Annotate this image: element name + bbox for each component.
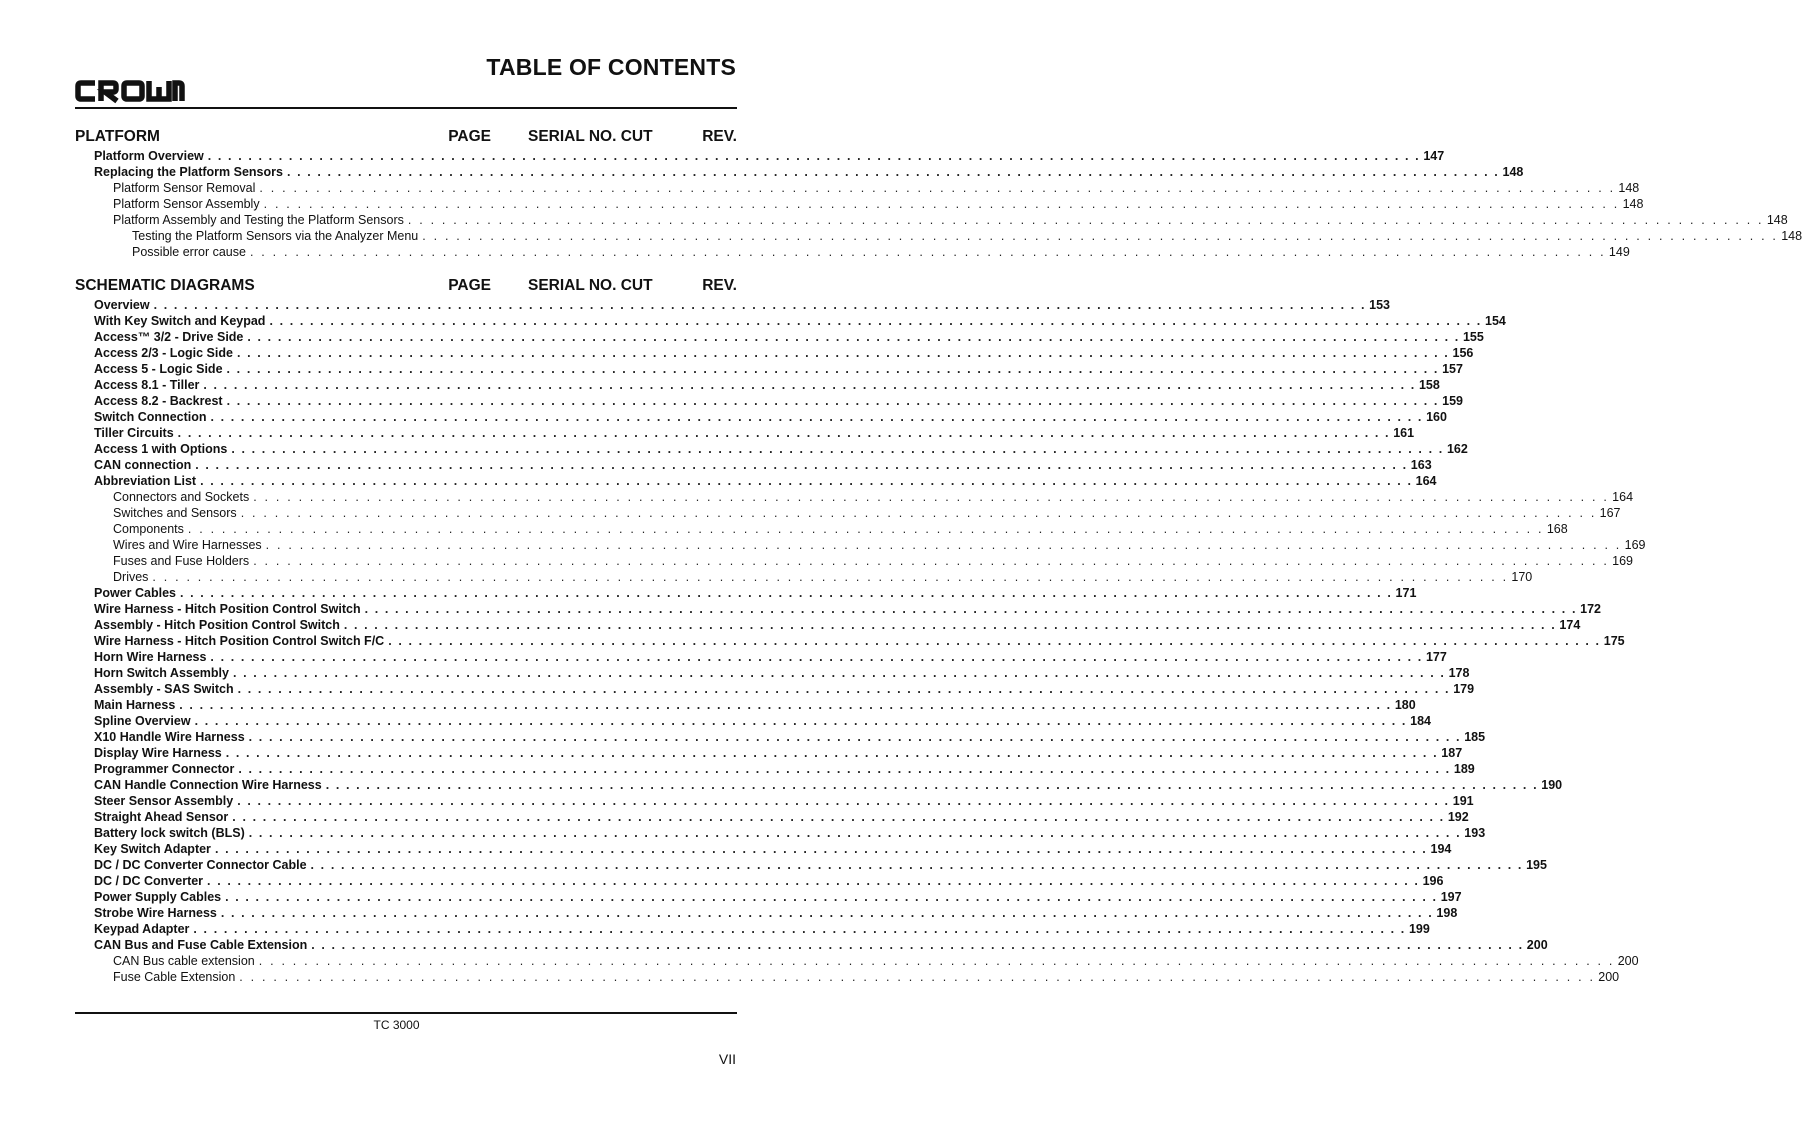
dot-leader: . . . . . . . . . . . . . . . . . . . . . . . . . . . . . . . . . . . . . . . . . . . . . . . . . . . . . . . . . . . . . . . . . . . . . . . . . . . . . . . . . . . . . . . . . . . . . . . . . . . . . . . . . . . . . . . . . . . . . . . . [249,245,1606,259]
toc-entry-page: 184 [1410,714,1431,728]
toc-entry-label: Possible error cause [132,245,246,259]
toc-entry[interactable] [113,505,1621,521]
toc-entry[interactable] [113,553,1634,569]
page-column-header: PAGE [448,128,491,145]
toc-entry-label: Horn Switch Assembly [94,666,229,680]
dot-leader: . . . . . . . . . . . . . . . . . . . . . . . . . . . . . . . . . . . . . . . . . . . . . . . . . . . . . . . . . . . . . . . . . . . . . . . . . . . . . . . . . . . . . . . . . . . . . . . . . . . . . . . . . . . . . . . . . . . . . . . . [407,213,1764,227]
toc-entry[interactable] [94,633,1625,649]
toc-entry-page: 191 [1452,794,1474,808]
serial-column-header: SERIAL NO. CUT [528,128,653,145]
toc-entry-page: 171 [1395,586,1417,600]
toc-entry-label: Key Switch Adapter [94,842,211,856]
toc-entry-label: Wires and Wire Harnesses [113,538,262,552]
toc-entry-label: Wire Harness - Hitch Position Control Switch [94,602,361,616]
dot-leader: . . . . . . . . . . . . . . . . . . . . . . . . . . . . . . . . . . . . . . . . . . . . . . . . . . . . . . . . . . . . . . . . . . . . . . . . . . . . . . . . . . . . . . . . . . . . . . . . . . . . . . . . . . . . . . . . . . . . . . . . [253,554,1610,568]
dot-leader: . . . . . . . . . . . . . . . . . . . . . . . . . . . . . . . . . . . . . . . . . . . . . . . . . . . . . . . . . . . . . . . . . . . . . . . . . . . . . . . . . . . . . . . . . . . . . . . . . . . . . . . . . . . . . . . . . . . . . . . . [210,410,1423,424]
dot-leader: . . . . . . . . . . . . . . . . . . . . . . . . . . . . . . . . . . . . . . . . . . . . . . . . . . . . . . . . . . . . . . . . . . . . . . . . . . . . . . . . . . . . . . . . . . . . . . . . . . . . . . . . . . . . . . . . . . . . . . . . [233,666,1446,680]
toc-entry-label: With Key Switch and Keypad [94,314,266,328]
toc-entry-label: Platform Assembly and Testing the Platform Sensors [113,213,404,227]
dot-leader: . . . . . . . . . . . . . . . . . . . . . . . . . . . . . . . . . . . . . . . . . . . . . . . . . . . . . . . . . . . . . . . . . . . . . . . . . . . . . . . . . . . . . . . . . . . . . . . . . . . . . . . . . . . . . . . . . . . . . . . . [325,778,1539,792]
toc-entry-label: Drives [113,570,149,584]
toc-entry-page: 157 [1442,362,1463,376]
toc-entry-page: 147 [1423,149,1445,163]
footer-model: TC 3000 [373,1018,420,1032]
dot-leader: . . . . . . . . . . . . . . . . . . . . . . . . . . . . . . . . . . . . . . . . . . . . . . . . . . . . . . . . . . . . . . . . . . . . . . . . . . . . . . . . . . . . . . . . . . . . . . . . . . . . . . . . . . . . . . . . . . . . . . . . [177,426,1391,440]
toc-entry-page: 200 [1598,970,1620,984]
page-column-header: PAGE [448,277,491,294]
toc-entry-page: 189 [1453,762,1475,776]
toc-entry-page: 200 [1617,954,1639,968]
toc-entry[interactable] [94,873,1444,889]
dot-leader: . . . . . . . . . . . . . . . . . . . . . . . . . . . . . . . . . . . . . . . . . . . . . . . . . . . . . . . . . . . . . . . . . . . . . . . . . . . . . . . . . . . . . . . . . . . . . . . . . . . . . . . . . . . . . . . . . . . . . . . . [194,714,1407,728]
dot-leader: . . . . . . . . . . . . . . . . . . . . . . . . . . . . . . . . . . . . . . . . . . . . . . . . . . . . . . . . . . . . . . . . . . . . . . . . . . . . . . . . . . . . . . . . . . . . . . . . . . . . . . . . . . . . . . . . . . . . . . . . [225,746,1439,760]
toc-entry-page: 190 [1541,778,1563,792]
toc-entry-page: 195 [1526,858,1547,872]
toc-entry-label: Fuse Cable Extension [113,970,236,984]
toc-entry[interactable] [94,345,1474,361]
toc-entry[interactable] [113,569,1533,585]
toc-entry-label: CAN Bus cable extension [113,954,255,968]
toc-entry[interactable] [94,617,1581,633]
toc-entry-label: Tiller Circuits [94,426,174,440]
dot-leader: . . . . . . . . . . . . . . . . . . . . . . . . . . . . . . . . . . . . . . . . . . . . . . . . . . . . . . . . . . . . . . . . . . . . . . . . . . . . . . . . . . . . . . . . . . . . . . . . . . . . . . . . . . . . . . . . . . . . . . . . [422,229,1779,243]
dot-leader: . . . . . . . . . . . . . . . . . . . . . . . . . . . . . . . . . . . . . . . . . . . . . . . . . . . . . . . . . . . . . . . . . . . . . . . . . . . . . . . . . . . . . . . . . . . . . . . . . . . . . . . . . . . . . . . . . . . . . . . . [269,314,1482,328]
toc-entry[interactable] [113,521,1568,537]
toc-entry[interactable] [94,793,1474,809]
dot-leader: . . . . . . . . . . . . . . . . . . . . . . . . . . . . . . . . . . . . . . . . . . . . . . . . . . . . . . . . . . . . . . . . . . . . . . . . . . . . . . . . . . . . . . . . . . . . . . . . . . . . . . . . . . . . . . . . . . . . . . . . [237,794,1450,808]
toc-entry-page: 162 [1446,442,1468,456]
toc-entry-label: Access 8.1 - Tiller [94,378,200,392]
toc-entry-page: 164 [1415,474,1437,488]
toc-entry[interactable] [94,681,1475,697]
toc-entry[interactable] [94,361,1463,377]
toc-entry-page: 198 [1436,906,1458,920]
toc-entry[interactable] [94,473,1437,489]
toc-entry-page: 158 [1418,378,1440,392]
toc-entry[interactable] [94,601,1602,617]
toc-entry-label: Keypad Adapter [94,922,190,936]
dot-leader: . . . . . . . . . . . . . . . . . . . . . . . . . . . . . . . . . . . . . . . . . . . . . . . . . . . . . . . . . . . . . . . . . . . . . . . . . . . . . . . . . . . . . . . . . . . . . . . . . . . . . . . . . . . . . . . . . . . . . . . . [200,474,1413,488]
toc-entry-page: 179 [1453,682,1475,696]
dot-leader: . . . . . . . . . . . . . . . . . . . . . . . . . . . . . . . . . . . . . . . . . . . . . . . . . . . . . . . . . . . . . . . . . . . . . . . . . . . . . . . . . . . . . . . . . . . . . . . . . . . . . . . . . . . . . . . . . . . . . . . . [237,682,1451,696]
toc-entry-page: 194 [1430,842,1452,856]
toc-entry-label: Access 2/3 - Logic Side [94,346,233,360]
toc-entry[interactable] [94,313,1506,329]
toc-entry-page: 161 [1393,426,1415,440]
toc-entry[interactable] [113,212,1788,228]
toc-entry-label: Horn Wire Harness [94,650,207,664]
toc-entry[interactable] [94,441,1468,457]
toc-entry-page: 149 [1608,245,1630,259]
toc-entry-label: DC / DC Converter Connector Cable [94,858,307,872]
toc-entry[interactable] [94,425,1415,441]
toc-entry-label: Platform Sensor Removal [113,181,256,195]
document-title: TABLE OF CONTENTS [486,54,736,80]
toc-entry[interactable] [94,713,1431,729]
toc-entry[interactable] [94,329,1484,345]
dot-leader: . . . . . . . . . . . . . . . . . . . . . . . . . . . . . . . . . . . . . . . . . . . . . . . . . . . . . . . . . . . . . . . . . . . . . . . . . . . . . . . . . . . . . . . . . . . . . . . . . . . . . . . . . . . . . . . . . . . . . . . . [248,826,1462,840]
page-number: VII [718,1051,736,1067]
toc-entry-label: Components [113,522,184,536]
toc-entry-page: 170 [1511,570,1533,584]
dot-leader: . . . . . . . . . . . . . . . . . . . . . . . . . . . . . . . . . . . . . . . . . . . . . . . . . . . . . . . . . . . . . . . . . . . . . . . . . . . . . . . . . . . . . . . . . . . . . . . . . . . . . . . . . . . . . . . . . . . . . . . . [311,938,1524,952]
toc-entry-label: Spline Overview [94,714,191,728]
rev-column-header: REV. [702,128,737,145]
dot-leader: . . . . . . . . . . . . . . . . . . . . . . . . . . . . . . . . . . . . . . . . . . . . . . . . . . . . . . . . . . . . . . . . . . . . . . . . . . . . . . . . . . . . . . . . . . . . . . . . . . . . . . . . . . . . . . . . . . . . . . . . [286,165,1500,179]
toc-entry-label: Overview [94,298,150,312]
dot-leader: . . . . . . . . . . . . . . . . . . . . . . . . . . . . . . . . . . . . . . . . . . . . . . . . . . . . . . . . . . . . . . . . . . . . . . . . . . . . . . . . . . . . . . . . . . . . . . . . . . . . . . . . . . . . . . . . . . . . . . . . [207,149,1421,163]
toc-entry[interactable] [94,841,1452,857]
toc-entry[interactable] [113,180,1640,196]
dot-leader: . . . . . . . . . . . . . . . . . . . . . . . . . . . . . . . . . . . . . . . . . . . . . . . . . . . . . . . . . . . . . . . . . . . . . . . . . . . . . . . . . . . . . . . . . . . . . . . . . . . . . . . . . . . . . . . . . . . . . . . . [310,858,1523,872]
dot-leader: . . . . . . . . . . . . . . . . . . . . . . . . . . . . . . . . . . . . . . . . . . . . . . . . . . . . . . . . . . . . . . . . . . . . . . . . . . . . . . . . . . . . . . . . . . . . . . . . . . . . . . . . . . . . . . . . . . . . . . . . [248,730,1462,744]
toc-entry[interactable] [94,857,1547,873]
toc-entry-label: Access 1 with Options [94,442,228,456]
toc-entry-label: Access 8.2 - Backrest [94,394,223,408]
toc-entry[interactable] [94,393,1463,409]
toc-entry-page: 175 [1603,634,1625,648]
toc-entry-label: CAN connection [94,458,192,472]
toc-entry-label: Replacing the Platform Sensors [94,165,283,179]
footer-rule [75,1012,737,1014]
toc-entry-label: Platform Sensor Assembly [113,197,260,211]
dot-leader: . . . . . . . . . . . . . . . . . . . . . . . . . . . . . . . . . . . . . . . . . . . . . . . . . . . . . . . . . . . . . . . . . . . . . . . . . . . . . . . . . . . . . . . . . . . . . . . . . . . . . . . . . . . . . . . . . . . . . . . . [210,650,1423,664]
dot-leader: . . . . . . . . . . . . . . . . . . . . . . . . . . . . . . . . . . . . . . . . . . . . . . . . . . . . . . . . . . . . . . . . . . . . . . . . . . . . . . . . . . . . . . . . . . . . . . . . . . . . . . . . . . . . . . . . . . . . . . . . [236,346,1450,360]
toc-entry-page: 159 [1442,394,1463,408]
toc-entry-page: 169 [1612,554,1634,568]
toc-entry[interactable] [94,297,1391,313]
dot-leader: . . . . . . . . . . . . . . . . . . . . . . . . . . . . . . . . . . . . . . . . . . . . . . . . . . . . . . . . . . . . . . . . . . . . . . . . . . . . . . . . . . . . . . . . . . . . . . . . . . . . . . . . . . . . . . . . . . . . . . . . [187,522,1544,536]
toc-entry[interactable] [94,937,1548,953]
dot-leader: . . . . . . . . . . . . . . . . . . . . . . . . . . . . . . . . . . . . . . . . . . . . . . . . . . . . . . . . . . . . . . . . . . . . . . . . . . . . . . . . . . . . . . . . . . . . . . . . . . . . . . . . . . . . . . . . . . . . . . . . [239,970,1596,984]
dot-leader: . . . . . . . . . . . . . . . . . . . . . . . . . . . . . . . . . . . . . . . . . . . . . . . . . . . . . . . . . . . . . . . . . . . . . . . . . . . . . . . . . . . . . . . . . . . . . . . . . . . . . . . . . . . . . . . . . . . . . . . . [343,618,1557,632]
toc-entry-label: Battery lock switch (BLS) [94,826,245,840]
section-title: PLATFORM [75,128,160,145]
toc-entry-label: Steer Sensor Assembly [94,794,234,808]
toc-entry-page: 192 [1447,810,1469,824]
dot-leader: . . . . . . . . . . . . . . . . . . . . . . . . . . . . . . . . . . . . . . . . . . . . . . . . . . . . . . . . . . . . . . . . . . . . . . . . . . . . . . . . . . . . . . . . . . . . . . . . . . . . . . . . . . . . . . . . . . . . . . . . [232,810,1445,824]
toc-entry-label: Display Wire Harness [94,746,222,760]
toc-entry-page: 155 [1462,330,1484,344]
toc-entry-page: 177 [1425,650,1447,664]
toc-entry[interactable] [94,409,1447,425]
dot-leader: . . . . . . . . . . . . . . . . . . . . . . . . . . . . . . . . . . . . . . . . . . . . . . . . . . . . . . . . . . . . . . . . . . . . . . . . . . . . . . . . . . . . . . . . . . . . . . . . . . . . . . . . . . . . . . . . . . . . . . . . [247,330,1460,344]
toc-entry-label: Platform Overview [94,149,204,163]
toc-entry-page: 168 [1546,522,1568,536]
dot-leader: . . . . . . . . . . . . . . . . . . . . . . . . . . . . . . . . . . . . . . . . . . . . . . . . . . . . . . . . . . . . . . . . . . . . . . . . . . . . . . . . . . . . . . . . . . . . . . . . . . . . . . . . . . . . . . . . . . . . . . . . [253,490,1610,504]
toc-entry[interactable] [113,537,1646,553]
toc-entry[interactable] [94,665,1470,681]
dot-leader: . . . . . . . . . . . . . . . . . . . . . . . . . . . . . . . . . . . . . . . . . . . . . . . . . . . . . . . . . . . . . . . . . . . . . . . . . . . . . . . . . . . . . . . . . . . . . . . . . . . . . . . . . . . . . . . . . . . . . . . . [364,602,1578,616]
toc-entry-page: 156 [1452,346,1474,360]
toc-entry[interactable] [94,148,1445,164]
dot-leader: . . . . . . . . . . . . . . . . . . . . . . . . . . . . . . . . . . . . . . . . . . . . . . . . . . . . . . . . . . . . . . . . . . . . . . . . . . . . . . . . . . . . . . . . . . . . . . . . . . . . . . . . . . . . . . . . . . . . . . . . [388,634,1601,648]
toc-entry-page: 169 [1624,538,1646,552]
toc-entry[interactable] [94,164,1524,180]
dot-leader: . . . . . . . . . . . . . . . . . . . . . . . . . . . . . . . . . . . . . . . . . . . . . . . . . . . . . . . . . . . . . . . . . . . . . . . . . . . . . . . . . . . . . . . . . . . . . . . . . . . . . . . . . . . . . . . . . . . . . . . . [203,378,1416,392]
dot-leader: . . . . . . . . . . . . . . . . . . . . . . . . . . . . . . . . . . . . . . . . . . . . . . . . . . . . . . . . . . . . . . . . . . . . . . . . . . . . . . . . . . . . . . . . . . . . . . . . . . . . . . . . . . . . . . . . . . . . . . . . [238,762,1451,776]
dot-leader: . . . . . . . . . . . . . . . . . . . . . . . . . . . . . . . . . . . . . . . . . . . . . . . . . . . . . . . . . . . . . . . . . . . . . . . . . . . . . . . . . . . . . . . . . . . . . . . . . . . . . . . . . . . . . . . . . . . . . . . . [231,442,1444,456]
toc-entry[interactable] [94,809,1469,825]
dot-leader: . . . . . . . . . . . . . . . . . . . . . . . . . . . . . . . . . . . . . . . . . . . . . . . . . . . . . . . . . . . . . . . . . . . . . . . . . . . . . . . . . . . . . . . . . . . . . . . . . . . . . . . . . . . . . . . . . . . . . . . . [259,181,1616,195]
toc-entry[interactable] [113,969,1620,985]
toc-entry-page: 153 [1369,298,1391,312]
toc-entry-label: Power Cables [94,586,176,600]
toc-entry-page: 187 [1441,746,1463,760]
dot-leader: . . . . . . . . . . . . . . . . . . . . . . . . . . . . . . . . . . . . . . . . . . . . . . . . . . . . . . . . . . . . . . . . . . . . . . . . . . . . . . . . . . . . . . . . . . . . . . . . . . . . . . . . . . . . . . . . . . . . . . . . [153,298,1367,312]
toc-entry-label: Switch Connection [94,410,207,424]
toc-entry[interactable] [113,953,1639,969]
toc-entry[interactable] [132,228,1802,244]
toc-entry[interactable] [94,697,1416,713]
toc-entry-page: 196 [1422,874,1444,888]
toc-entry-page: 154 [1485,314,1506,328]
toc-entry[interactable] [94,921,1430,937]
toc-entry-label: Strobe Wire Harness [94,906,217,920]
toc-entry-label: Connectors and Sockets [113,490,250,504]
toc-entry-page: 174 [1559,618,1581,632]
dot-leader: . . . . . . . . . . . . . . . . . . . . . . . . . . . . . . . . . . . . . . . . . . . . . . . . . . . . . . . . . . . . . . . . . . . . . . . . . . . . . . . . . . . . . . . . . . . . . . . . . . . . . . . . . . . . . . . . . . . . . . . . [226,394,1439,408]
dot-leader: . . . . . . . . . . . . . . . . . . . . . . . . . . . . . . . . . . . . . . . . . . . . . . . . . . . . . . . . . . . . . . . . . . . . . . . . . . . . . . . . . . . . . . . . . . . . . . . . . . . . . . . . . . . . . . . . . . . . . . . . [263,197,1620,211]
toc-entry[interactable] [94,777,1563,793]
toc-entry[interactable] [94,825,1486,841]
toc-entry[interactable] [94,377,1440,393]
toc-entry[interactable] [113,489,1634,505]
toc-entry-page: 148 [1502,165,1524,179]
toc-entry-label: Main Harness [94,698,176,712]
toc-entry-page: 148 [1781,229,1802,243]
toc-entry-label: Fuses and Fuse Holders [113,554,250,568]
dot-leader: . . . . . . . . . . . . . . . . . . . . . . . . . . . . . . . . . . . . . . . . . . . . . . . . . . . . . . . . . . . . . . . . . . . . . . . . . . . . . . . . . . . . . . . . . . . . . . . . . . . . . . . . . . . . . . . . . . . . . . . . [179,586,1393,600]
toc-entry-page: 193 [1464,826,1486,840]
dot-leader: . . . . . . . . . . . . . . . . . . . . . . . . . . . . . . . . . . . . . . . . . . . . . . . . . . . . . . . . . . . . . . . . . . . . . . . . . . . . . . . . . . . . . . . . . . . . . . . . . . . . . . . . . . . . . . . . . . . . . . . . [258,954,1615,968]
toc-entry-page: 164 [1612,490,1634,504]
toc-entry[interactable] [94,585,1417,601]
toc-entry-label: CAN Bus and Fuse Cable Extension [94,938,308,952]
dot-leader: . . . . . . . . . . . . . . . . . . . . . . . . . . . . . . . . . . . . . . . . . . . . . . . . . . . . . . . . . . . . . . . . . . . . . . . . . . . . . . . . . . . . . . . . . . . . . . . . . . . . . . . . . . . . . . . . . . . . . . . . [207,874,1420,888]
toc-entry-page: 197 [1440,890,1462,904]
toc-entry-page: 163 [1410,458,1432,472]
dot-leader: . . . . . . . . . . . . . . . . . . . . . . . . . . . . . . . . . . . . . . . . . . . . . . . . . . . . . . . . . . . . . . . . . . . . . . . . . . . . . . . . . . . . . . . . . . . . . . . . . . . . . . . . . . . . . . . . . . . . . . . . [152,570,1509,584]
dot-leader: . . . . . . . . . . . . . . . . . . . . . . . . . . . . . . . . . . . . . . . . . . . . . . . . . . . . . . . . . . . . . . . . . . . . . . . . . . . . . . . . . . . . . . . . . . . . . . . . . . . . . . . . . . . . . . . . . . . . . . . . [225,890,1438,904]
toc-entry-page: 200 [1526,938,1548,952]
toc-entry-label: Access 5 - Logic Side [94,362,223,376]
toc-entry-page: 178 [1448,666,1470,680]
toc-entry[interactable] [94,761,1475,777]
toc-entry-label: Assembly - Hitch Position Control Switch [94,618,340,632]
dot-leader: . . . . . . . . . . . . . . . . . . . . . . . . . . . . . . . . . . . . . . . . . . . . . . . . . . . . . . . . . . . . . . . . . . . . . . . . . . . . . . . . . . . . . . . . . . . . . . . . . . . . . . . . . . . . . . . . . . . . . . . . [220,906,1434,920]
toc-entry-label: Straight Ahead Sensor [94,810,229,824]
toc-entry-page: 167 [1599,506,1621,520]
dot-leader: . . . . . . . . . . . . . . . . . . . . . . . . . . . . . . . . . . . . . . . . . . . . . . . . . . . . . . . . . . . . . . . . . . . . . . . . . . . . . . . . . . . . . . . . . . . . . . . . . . . . . . . . . . . . . . . . . . . . . . . . [265,538,1622,552]
toc-entry[interactable] [94,649,1447,665]
toc-entry-label: Wire Harness - Hitch Position Control Switch F/C [94,634,385,648]
toc-entry-label: X10 Handle Wire Harness [94,730,245,744]
serial-column-header: SERIAL NO. CUT [528,277,653,294]
toc-entry-label: Assembly - SAS Switch [94,682,234,696]
crown-logo [75,76,185,104]
toc-entry-page: 185 [1464,730,1486,744]
toc-entry[interactable] [94,889,1462,905]
header-rule [75,107,737,109]
toc-entry[interactable] [132,244,1630,260]
dot-leader: . . . . . . . . . . . . . . . . . . . . . . . . . . . . . . . . . . . . . . . . . . . . . . . . . . . . . . . . . . . . . . . . . . . . . . . . . . . . . . . . . . . . . . . . . . . . . . . . . . . . . . . . . . . . . . . . . . . . . . . . [179,698,1392,712]
dot-leader: . . . . . . . . . . . . . . . . . . . . . . . . . . . . . . . . . . . . . . . . . . . . . . . . . . . . . . . . . . . . . . . . . . . . . . . . . . . . . . . . . . . . . . . . . . . . . . . . . . . . . . . . . . . . . . . . . . . . . . . . [240,506,1597,520]
toc-entry-page: 148 [1766,213,1788,227]
toc-entry-page: 172 [1580,602,1602,616]
toc-entry-label: Access™ 3/2 - Drive Side [94,330,244,344]
section-title: SCHEMATIC DIAGRAMS [75,277,255,294]
toc-entry-label: Testing the Platform Sensors via the Analyzer Menu [132,229,419,243]
toc-entry-label: CAN Handle Connection Wire Harness [94,778,322,792]
toc-entry[interactable] [94,905,1458,921]
toc-entry-label: Abbreviation List [94,474,197,488]
rev-column-header: REV. [702,277,737,294]
dot-leader: . . . . . . . . . . . . . . . . . . . . . . . . . . . . . . . . . . . . . . . . . . . . . . . . . . . . . . . . . . . . . . . . . . . . . . . . . . . . . . . . . . . . . . . . . . . . . . . . . . . . . . . . . . . . . . . . . . . . . . . . [226,362,1439,376]
toc-entry-label: Power Supply Cables [94,890,222,904]
toc-entry-label: Programmer Connector [94,762,235,776]
toc-entry-label: Switches and Sensors [113,506,237,520]
toc-entry[interactable] [94,745,1463,761]
toc-entry-page: 160 [1426,410,1447,424]
toc-entry-label: DC / DC Converter [94,874,204,888]
toc-entry-page: 199 [1408,922,1430,936]
section-header [75,128,737,148]
toc-entry-page: 148 [1618,181,1640,195]
toc-entry-page: 148 [1622,197,1644,211]
toc-entry-page: 180 [1394,698,1416,712]
toc-entry[interactable] [94,729,1486,745]
dot-leader: . . . . . . . . . . . . . . . . . . . . . . . . . . . . . . . . . . . . . . . . . . . . . . . . . . . . . . . . . . . . . . . . . . . . . . . . . . . . . . . . . . . . . . . . . . . . . . . . . . . . . . . . . . . . . . . . . . . . . . . . [193,922,1406,936]
toc-entry[interactable] [113,196,1644,212]
toc-entry[interactable] [94,457,1432,473]
section-header [75,277,737,297]
dot-leader: . . . . . . . . . . . . . . . . . . . . . . . . . . . . . . . . . . . . . . . . . . . . . . . . . . . . . . . . . . . . . . . . . . . . . . . . . . . . . . . . . . . . . . . . . . . . . . . . . . . . . . . . . . . . . . . . . . . . . . . . [195,458,1408,472]
dot-leader: . . . . . . . . . . . . . . . . . . . . . . . . . . . . . . . . . . . . . . . . . . . . . . . . . . . . . . . . . . . . . . . . . . . . . . . . . . . . . . . . . . . . . . . . . . . . . . . . . . . . . . . . . . . . . . . . . . . . . . . . [214,842,1428,856]
